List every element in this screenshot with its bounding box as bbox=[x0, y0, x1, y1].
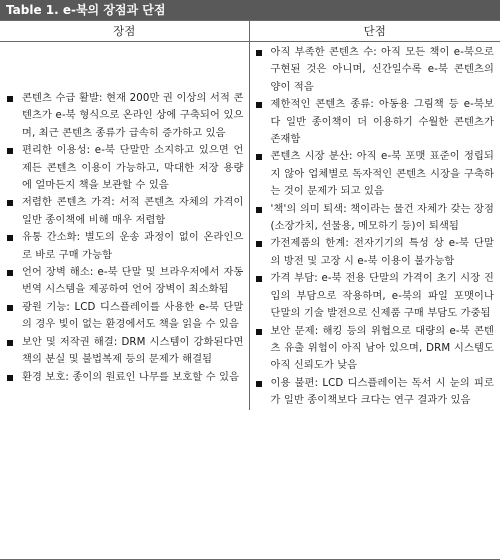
list-item bbox=[0, 142, 249, 194]
list-item-text: 유통 간소화: 별도의 운송 과정이 없이 온라인으로 바로 구매 가능함 bbox=[22, 232, 244, 261]
list-item-text: 제한적인 콘텐츠 종류: 아동용 그림책 등 e-북보다 일반 종이책이 더 이용하기 수월한 콘텐츠가 존재함 bbox=[270, 99, 494, 146]
list-item bbox=[0, 229, 249, 264]
disadvantages-list bbox=[250, 42, 500, 410]
list-item-text: 아직 부족한 콘텐츠 수: 아직 모든 책이 e-북으로 구현된 것은 아니며, 신간일수록 e-북 콘텐츠의 양이 적음 bbox=[270, 47, 494, 93]
list-item-text: 환경 보호: 종이의 원료인 나무를 보호할 수 있음 bbox=[22, 371, 240, 383]
list-item bbox=[250, 201, 500, 236]
advantages-list bbox=[0, 42, 249, 386]
list-item bbox=[250, 44, 500, 96]
square-bullet-icon bbox=[256, 276, 262, 282]
table-title: Table 1. e-북의 장점과 단점 bbox=[0, 0, 500, 20]
square-bullet-icon bbox=[256, 50, 262, 56]
list-item-text: 광원 기능: LCD 디스플레이를 사용한 e-북 단말의 경우 빛이 없는 환경에서도 책을 읽을 수 있음 bbox=[22, 301, 244, 331]
square-bullet-icon bbox=[256, 381, 262, 387]
list-item-text: 이용 불편: LCD 디스플레이는 독서 시 눈의 피로가 일반 종이책보다 크다는 연구 결과가 있음 bbox=[270, 377, 494, 407]
list-item-text: 저렴한 콘텐츠 가격: 서적 콘텐츠 자체의 가격이 일반 종이책에 비해 매우 저렴함 bbox=[22, 197, 244, 226]
disadvantages-header: 단점 bbox=[249, 21, 500, 42]
list-item bbox=[250, 148, 500, 200]
list-item-text: '책'의 의미 퇴색: 책이라는 물건 자체가 갖는 장점(소장가치, 선물용, 메모하기 등)이 퇴색됨 bbox=[270, 203, 494, 233]
list-item bbox=[250, 235, 500, 270]
square-bullet-icon bbox=[7, 340, 13, 346]
list-item-text: 콘텐츠 수급 활발: 현재 200만 권 이상의 서적 콘텐츠가 e-북 형식으로 온라인 상에 구축되어 있으며, 최근 콘텐츠 종류가 급속히 증가하고 있음 bbox=[22, 93, 244, 139]
square-bullet-icon bbox=[7, 96, 13, 102]
disadvantages-cell bbox=[249, 42, 500, 410]
list-item-text: 보안 및 저작권 해결: DRM 시스템이 강화된다면 책의 분실 및 불법복제 등의 문제가 해결됨 bbox=[22, 336, 244, 366]
list-item-text: 콘텐츠 시장 분산: 아직 e-북 포맷 표준이 정립되지 않아 업체별로 독자적인 콘텐츠 시장을 구축하는 것이 문제가 되고 있음 bbox=[270, 151, 494, 198]
list-item-text: 보안 문제: 해킹 등의 위협으로 대량의 e-북 콘텐츠 유출 위험이 아직 남아 있으며, DRM 시스템도 아직 신뢰도가 낮음 bbox=[270, 325, 494, 372]
square-bullet-icon bbox=[256, 329, 262, 335]
square-bullet-icon bbox=[256, 207, 262, 213]
header-row bbox=[0, 21, 500, 42]
list-item-text: 언어 장벽 해소: e-북 단말 및 브라우저에서 자동 번역 시스템을 제공하여 언어 장벽이 최소화됨 bbox=[22, 267, 244, 296]
list-item bbox=[250, 96, 500, 148]
square-bullet-icon bbox=[7, 200, 13, 206]
square-bullet-icon bbox=[256, 241, 262, 247]
square-bullet-icon bbox=[7, 270, 13, 276]
list-item bbox=[0, 90, 249, 142]
list-item bbox=[0, 369, 249, 386]
list-item bbox=[0, 334, 249, 369]
advantages-cell bbox=[0, 42, 249, 410]
list-item bbox=[250, 323, 500, 375]
list-item-text: 편리한 이용성: e-북 단말만 소지하고 있으면 언제든 콘텐츠 이용이 가능하고, 막대한 저장 용량에 얼마든지 책을 보관할 수 있음 bbox=[22, 145, 244, 192]
square-bullet-icon bbox=[7, 305, 13, 311]
square-bullet-icon bbox=[256, 154, 262, 160]
square-bullet-icon bbox=[7, 148, 13, 154]
content-row bbox=[0, 42, 500, 410]
list-item-text: 가전제품의 한계: 전자기기의 특성 상 e-북 단말의 방전 및 고장 시 e-북 이용이 불가능함 bbox=[270, 238, 494, 267]
pros-cons-table bbox=[0, 20, 500, 410]
list-item bbox=[0, 194, 249, 229]
square-bullet-icon bbox=[7, 235, 13, 241]
list-item bbox=[0, 299, 249, 334]
square-bullet-icon bbox=[256, 102, 262, 108]
list-item bbox=[0, 264, 249, 299]
list-item-text: 가격 부담: e-북 전용 단말의 가격이 초기 시장 진입의 부담으로 작용하며, e-북의 파일 포맷이나 단말의 기술 발전으로 신제품 구매 부담도 가중됨 bbox=[270, 273, 494, 320]
list-item bbox=[250, 375, 500, 410]
square-bullet-icon bbox=[7, 375, 13, 381]
list-item bbox=[250, 270, 500, 322]
advantages-header: 장점 bbox=[0, 21, 249, 42]
